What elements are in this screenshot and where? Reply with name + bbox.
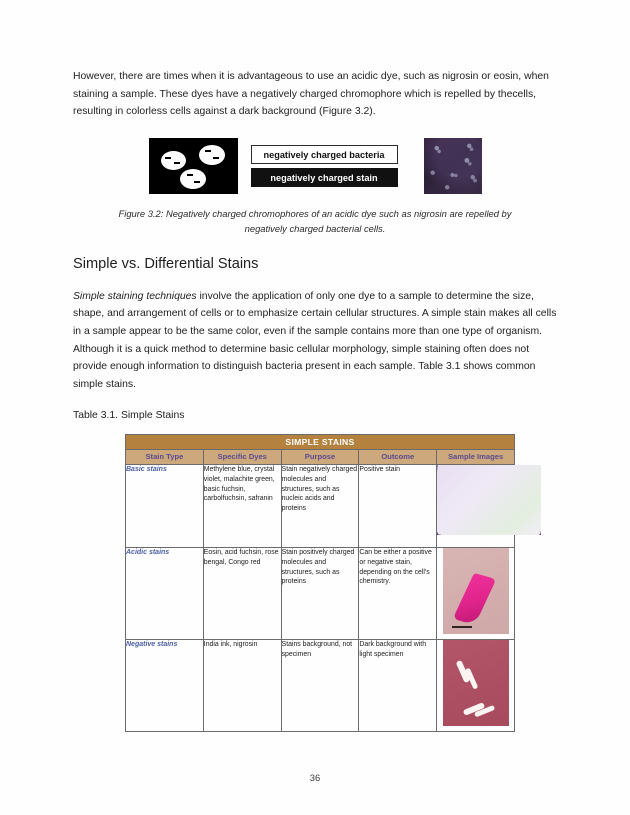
bacterial-cell [161, 151, 186, 170]
cell-outcome: Positive stain [359, 464, 437, 547]
negative-charge-icon [205, 150, 211, 152]
legend-bacteria-label: negatively charged bacteria [251, 145, 398, 164]
figure-legend [251, 138, 398, 194]
section-heading: Simple vs. Differential Stains [73, 255, 259, 272]
figure-row [149, 138, 482, 194]
table-header-row [126, 449, 515, 464]
micrograph-basic-stain [437, 465, 541, 535]
figure-caption: Figure 3.2: Negatively charged chromophores of an acidic dye such as nigrosin are repelled by negatively charged bacterial cells. [118, 207, 512, 234]
column-header-purpose: Purpose [281, 449, 359, 464]
table-title: SIMPLE STAINS [126, 434, 515, 449]
figure-micrograph [424, 138, 482, 194]
micrograph-acidic-stain [443, 548, 509, 634]
table-row [126, 639, 515, 731]
table-caption: Table 3.1. Simple Stains [73, 410, 185, 422]
bacterial-cell [180, 169, 206, 189]
cell-purpose: Stain positively charged molecules and structures, such as proteins [281, 547, 359, 639]
column-header-outcome: Outcome [359, 449, 437, 464]
negative-charge-icon [194, 181, 200, 183]
cell-stain-type: Acidic stains [126, 547, 204, 639]
cell-sample-image [437, 639, 515, 731]
column-header-stain-type: Stain Type [126, 449, 204, 464]
bacterial-cell [199, 145, 225, 165]
cell-specific-dyes: India ink, nigrosin [203, 639, 281, 731]
cell-specific-dyes: Eosin, acid fuchsin, rose bengal, Congo red [203, 547, 281, 639]
page-content [73, 68, 557, 732]
negative-charge-icon [174, 162, 180, 164]
cell-sample-image [437, 547, 515, 639]
table-title-row [126, 434, 515, 449]
table-row [126, 547, 515, 639]
body-italic-lead: Simple staining techniques [73, 290, 197, 302]
simple-stains-table [125, 434, 515, 732]
cell-sample-image [437, 464, 515, 547]
bacterial-rod [455, 660, 470, 683]
micrograph-negative-stain [443, 640, 509, 726]
cell-purpose: Stains background, not specimen [281, 639, 359, 731]
bacterial-rod [462, 702, 485, 716]
negative-charge-icon [165, 157, 171, 159]
legend-stain-label: negatively charged stain [251, 168, 398, 187]
cell-specific-dyes: Methylene blue, crystal violet, malachite green, basic fuchsin, carbolfuchsin, safranin [203, 464, 281, 547]
page-number: 36 [309, 772, 321, 783]
section-body-paragraph [73, 288, 557, 394]
intro-paragraph: However, there are times when it is advantageous to use an acidic dye, such as nigrosin or eosin, when staining a sample. These dyes have a negatively charged chromophore which is repelled by thecells, resulting in colorless cells against a dark background (Figure 3.2). [73, 71, 549, 118]
negative-charge-icon [213, 157, 219, 159]
figure-3-2 [73, 138, 557, 194]
table-row [126, 464, 515, 547]
cell-outcome: Can be either a positive or negative stain, depending on the cell's chemistry. [359, 547, 437, 639]
negative-stain-diagram [149, 138, 238, 194]
cell-stain-type: Basic stains [126, 464, 204, 547]
cell-outcome: Dark background with light specimen [359, 639, 437, 731]
negative-charge-icon [187, 174, 193, 176]
cell-purpose: Stain negatively charged molecules and structures, such as nucleic acids and proteins [281, 464, 359, 547]
column-header-sample-images: Sample Images [437, 449, 515, 464]
cell-stain-type: Negative stains [126, 639, 204, 731]
column-header-specific-dyes: Specific Dyes [203, 449, 281, 464]
body-rest: involve the application of only one dye to a sample to determine the size, shape, and arrangement of cells or to emphasize certain cellular structures. A simple stain makes all cells in a sample appear to be the same color, even if the sample contains more than one type of organism. Although it is a quick method to determine basic cellular morphology, simple staining often does not provide enough information to distinguish bacteria present in each sample. Table 3.1 shows common simple stains. [73, 290, 557, 390]
simple-stains-table-wrapper [125, 434, 515, 732]
